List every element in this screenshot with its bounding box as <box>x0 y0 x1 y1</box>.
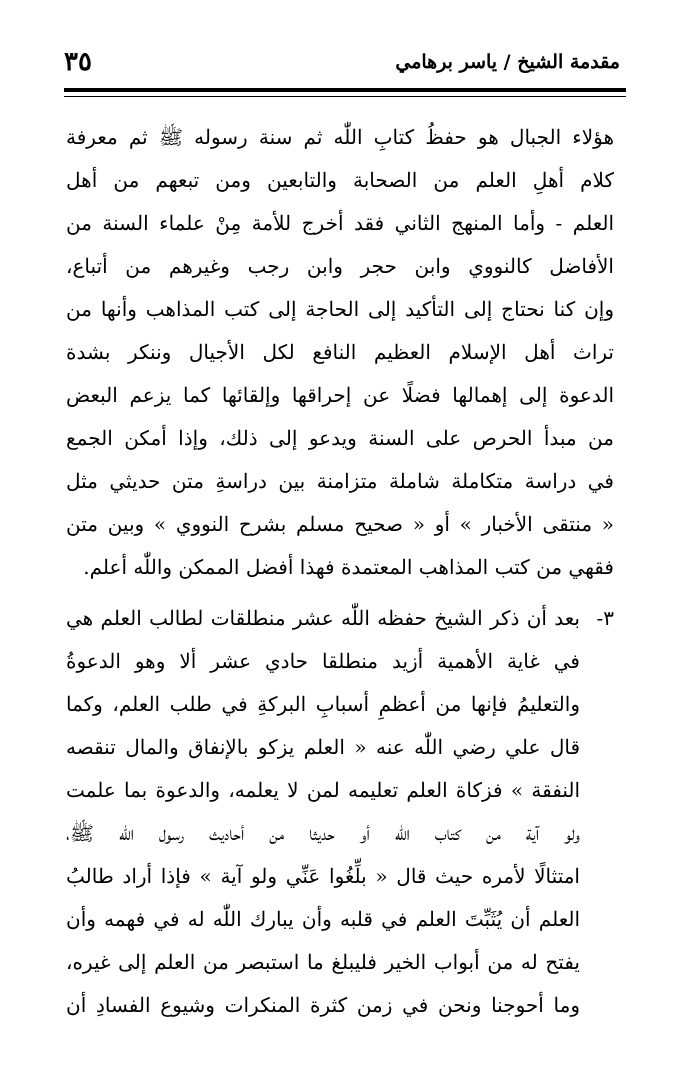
text-line: الأفاضل كالنووي وابن حجر وابن رجب وغيرهم من أتباع، <box>66 254 614 278</box>
item-number: ٣- <box>596 606 614 630</box>
text-line: والتعليمُ فإنها من أعظمِ أسبابِ البركةِ في طلب العلم، وكما <box>66 692 580 716</box>
text-line: الدعوة إلى إهمالها فضلًا عن إحراقها وإلقائها كما يزعم البعض <box>66 383 614 407</box>
header-rule-thin <box>64 96 626 97</box>
text-line: هؤلاء الجبال هو حفظُ كتابِ اللّٰه ثم سنة رسوله ﷺ ثم معرفة <box>66 125 614 149</box>
text-line: امتثالًا لأمره حيث قال « بلِّغُوا عَنِّي ولو آية » فإذا أراد طالبُ <box>66 864 580 888</box>
text-line: العلم - وأما المنهج الثاني فقد أخرج للأمة مِنْ علماء السنة من <box>66 211 614 235</box>
text-line: في دراسة متكاملة شاملة متزامنة بين دراسةِ متن حديثي مثل <box>66 469 614 493</box>
text-line: يفتح له من أبواب الخير فليبلغ ما استبصر من العلم إلى غيره، <box>66 950 580 974</box>
text-line: بعد أن ذكر الشيخ حفظه اللّٰه عشر منطلقات لطالب العلم هي <box>66 606 580 630</box>
text-line: تراث أهل الإسلام العظيم النافع لكل الأجيال وننكر بشدة <box>66 340 614 364</box>
paragraph-1 <box>66 116 614 589</box>
text-line: من مبدأ الحرص على السنة ويدعو إلى ذلك، وإذا أمكن الجمع <box>66 426 614 450</box>
text-line: وإن كنا نحتاج إلى التأكيد إلى الحاجة إلى كتب المذاهب وأنها من <box>66 297 614 321</box>
text-line: قال علي رضي اللّٰه عنه « العلم يزكو بالإنفاق والمال تنقصه <box>66 735 580 759</box>
text-line: فقهي من كتب المذاهب المعتمدة فهذا أفضل الممكن واللّٰه أعلم. <box>83 555 614 579</box>
header-rule-thick <box>64 88 626 92</box>
text-line: العلم أن يُثَبِّتَ العلم في قلبه وأن يبارك اللّٰه له في فهمه وأن <box>66 907 580 931</box>
text-line: في غاية الأهمية أزيد منطلقا حادي عشر ألا وهو الدعوةُ <box>66 649 580 673</box>
text-line: « منتقى الأخبار » أو « صحيح مسلم بشرح النووي » وبين متن <box>66 512 614 536</box>
page-header <box>64 40 620 84</box>
text-line: كلام أهلِ العلم من الصحابة والتابعين ومن تبعهم من أهل <box>66 168 614 192</box>
paragraph-gap <box>66 589 614 597</box>
page-number: ٣٥ <box>64 47 92 77</box>
text-line: ولو آية من كتاب اللّٰه أو حديثا من أحاديث رسول اللّٰه ﷺ، <box>66 821 580 845</box>
page-body <box>66 116 614 1027</box>
text-line: وما أحوجنا ونحن في زمن كثرة المنكرات وشيوع الفسادِ أن <box>66 993 580 1017</box>
running-head: مقدمة الشيخ / ياسر برهامي <box>395 51 620 73</box>
numbered-item-3 <box>66 597 614 1027</box>
text-line: النفقة » فزكاة العلم تعليمه لمن لا يعلمه، والدعوة بما علمت <box>66 778 580 802</box>
